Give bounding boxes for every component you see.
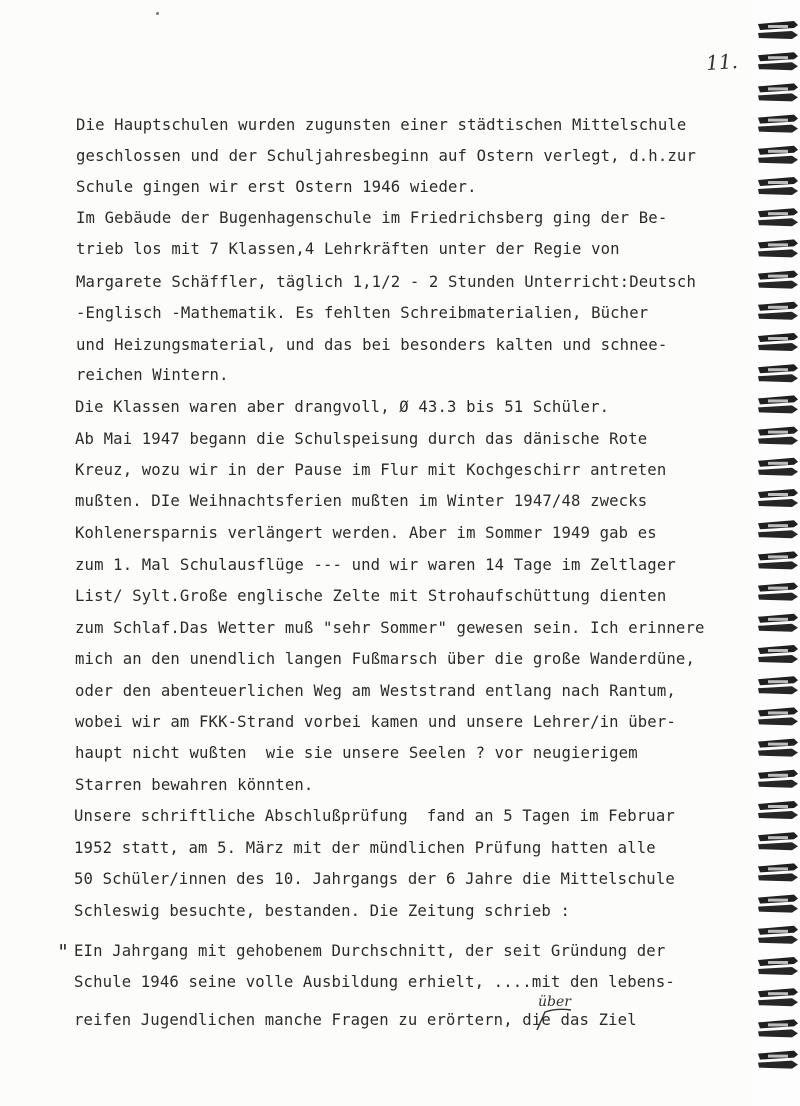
binding-coil: [758, 489, 798, 507]
binding-coil: [758, 614, 798, 632]
binding-coil: [758, 520, 798, 538]
text-line: EIn Jahrgang mit gehobenem Durchschnitt, der seit Gründung der: [74, 942, 666, 960]
spiral-binding: [754, 0, 800, 1106]
text-line: reichen Wintern.: [76, 366, 229, 384]
text-line: 1952 statt, am 5. März mit der mündlichen Prüfung hatten alle: [74, 839, 656, 857]
text-line: reifen Jugendlichen manche Fragen zu erörtern, die das Ziel: [74, 1011, 637, 1029]
text-line: geschlossen und der Schuljahresbeginn auf Ostern verlegt, d.h.zur: [76, 147, 696, 165]
binding-coil: [758, 458, 798, 476]
text-line: Schleswig besuchte, bestanden. Die Zeitung schrieb :: [74, 902, 570, 920]
text-line: Die Klassen waren aber drangvoll, Ø 43.3 bis 51 Schüler.: [75, 398, 610, 416]
binding-coil: [758, 302, 798, 320]
text-line: Die Hauptschulen wurden zugunsten einer städtischen Mittelschule: [76, 116, 687, 134]
binding-coil: [758, 364, 798, 382]
binding-coil: [758, 427, 798, 445]
binding-coil: [758, 801, 798, 819]
binding-coil: [758, 583, 798, 601]
binding-coil: [758, 988, 798, 1006]
text-line: Margarete Schäffler, täglich 1,1/2 - 2 Stunden Unterricht:Deutsch: [76, 273, 696, 291]
binding-coil: [758, 52, 798, 70]
binding-coil: [758, 739, 798, 757]
handwritten-insertion: über: [538, 994, 571, 1010]
binding-coil: [758, 177, 798, 195]
text-line: Schule 1946 seine volle Ausbildung erhielt, ....mit den lebens-: [74, 973, 675, 991]
binding-coils: [754, 0, 800, 1106]
text-line: Schule gingen wir erst Ostern 1946 wieder.: [76, 178, 477, 196]
binding-coil: [758, 395, 798, 413]
text-line: trieb los mit 7 Klassen,4 Lehrkräften unter der Regie von: [76, 240, 620, 258]
text-line: -Englisch -Mathematik. Es fehlten Schreibmaterialien, Bücher: [76, 304, 649, 322]
opening-quote-mark: ": [57, 940, 70, 964]
binding-coil: [758, 676, 798, 694]
text-line: zum Schlaf.Das Wetter muß "sehr Sommer" gewesen sein. Ich erinnere: [75, 619, 705, 637]
binding-coil: [758, 21, 798, 39]
binding-coil: [758, 895, 798, 913]
binding-coil: [758, 832, 798, 850]
binding-coil: [758, 707, 798, 725]
text-line: Unsere schriftliche Abschlußprüfung fand an 5 Tagen im Februar: [74, 807, 675, 825]
text-line: 50 Schüler/innen des 10. Jahrgangs der 6 Jahre die Mittelschule: [74, 870, 675, 888]
text-line: Kreuz, wozu wir in der Pause im Flur mit Kochgeschirr antreten: [75, 461, 667, 479]
binding-coil: [758, 146, 798, 164]
text-line: zum 1. Mal Schulausflüge --- und wir waren 14 Tage im Zeltlager: [75, 556, 676, 574]
text-line: wobei wir am FKK-Strand vorbei kamen und unsere Lehrer/in über-: [75, 713, 676, 731]
binding-coil: [758, 1019, 798, 1037]
insertion-caret-mark: [527, 1006, 575, 1032]
binding-coil: [758, 239, 798, 257]
binding-coil: [758, 770, 798, 788]
binding-coil: [758, 208, 798, 226]
text-line: Starren bewahren könnten.: [75, 776, 314, 794]
binding-coil: [758, 551, 798, 569]
binding-coil: [758, 271, 798, 289]
text-line: Ab Mai 1947 begann die Schulspeisung durch das dänische Rote: [75, 430, 648, 448]
binding-coil: [758, 1051, 798, 1069]
text-line: oder den abenteuerlichen Weg am Weststrand entlang nach Rantum,: [75, 682, 676, 700]
text-line: haupt nicht wußten wie sie unsere Seelen ? vor neugierigem: [75, 744, 638, 762]
text-line: mußten. DIe Weihnachtsferien mußten im Winter 1947/48 zwecks: [75, 492, 648, 510]
text-line: List/ Sylt.Große englische Zelte mit Strohaufschüttung dienten: [75, 587, 667, 605]
binding-coil: [758, 863, 798, 881]
binding-coil: [758, 645, 798, 663]
text-line: Im Gebäude der Bugenhagenschule im Friedrichsberg ging der Be-: [76, 209, 668, 227]
binding-coil: [758, 115, 798, 133]
paper-speck: [156, 12, 159, 15]
binding-coil: [758, 83, 798, 101]
binding-coil: [758, 957, 798, 975]
text-line: mich an den unendlich langen Fußmarsch über die große Wanderdüne,: [75, 650, 695, 668]
binding-coil: [758, 333, 798, 351]
text-line: und Heizungsmaterial, und das bei besonders kalten und schnee-: [76, 336, 668, 354]
text-line: Kohlenersparnis verlängert werden. Aber im Sommer 1949 gab es: [75, 524, 657, 542]
page-number: 11.: [705, 48, 739, 76]
binding-coil: [758, 926, 798, 944]
